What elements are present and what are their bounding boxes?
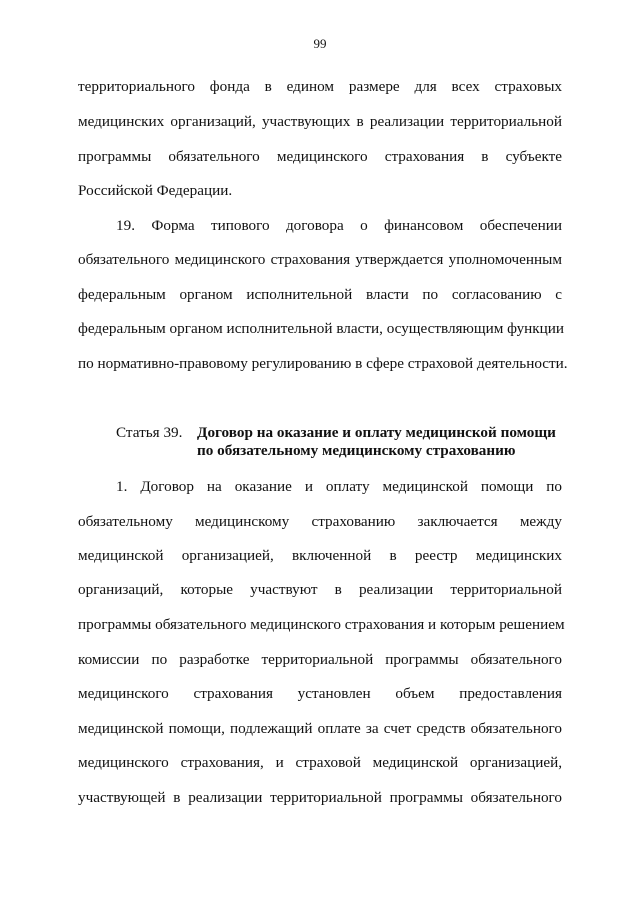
text-line: программы обязательного медицинского страхования и которым решением (78, 616, 565, 633)
text-line: 1. Договор на оказание и оплату медицинской помощи по (116, 478, 562, 495)
text-line: медицинской организацией, включенной в реестр медицинских (78, 547, 562, 564)
article-title: по обязательному медицинскому страхованию (197, 442, 516, 459)
text-line: 19. Форма типового договора о финансовом обеспечении (116, 217, 562, 234)
page-number: 99 (313, 36, 327, 51)
text-line: организаций, которые участвуют в реализации территориальной (78, 581, 562, 598)
text-line: комиссии по разработке территориальной программы обязательного (78, 651, 562, 668)
text-line: федеральным органом исполнительной власти, осуществляющим функции (78, 320, 565, 337)
text-line: программы обязательного медицинского страхования в субъекте (78, 148, 562, 165)
text-line: медицинских организаций, участвующих в реализации территориальной (78, 113, 562, 130)
article-title: Договор на оказание и оплату медицинской помощи (197, 424, 556, 441)
text-line: территориального фонда в едином размере для всех страховых (78, 78, 562, 95)
article-label: Статья 39. (116, 424, 183, 441)
text-line: медицинского страхования установлен объем предоставления (78, 685, 562, 702)
text-line: участвующей в реализации территориальной программы обязательного (78, 789, 562, 806)
text-line: федеральным органом исполнительной власти по согласованию с (78, 286, 562, 303)
text-line: Российской Федерации. (78, 182, 233, 199)
text-line: обязательного медицинского страхования утверждается уполномоченным (78, 251, 562, 268)
text-line: по нормативно-правовому регулированию в сфере страховой деятельности. (78, 355, 568, 372)
text-line: медицинского страхования, и страховой медицинской организацией, (78, 754, 562, 771)
text-line: обязательному медицинскому страхованию заключается между (78, 513, 562, 530)
text-line: медицинской помощи, подлежащий оплате за счет средств обязательного (78, 720, 562, 737)
